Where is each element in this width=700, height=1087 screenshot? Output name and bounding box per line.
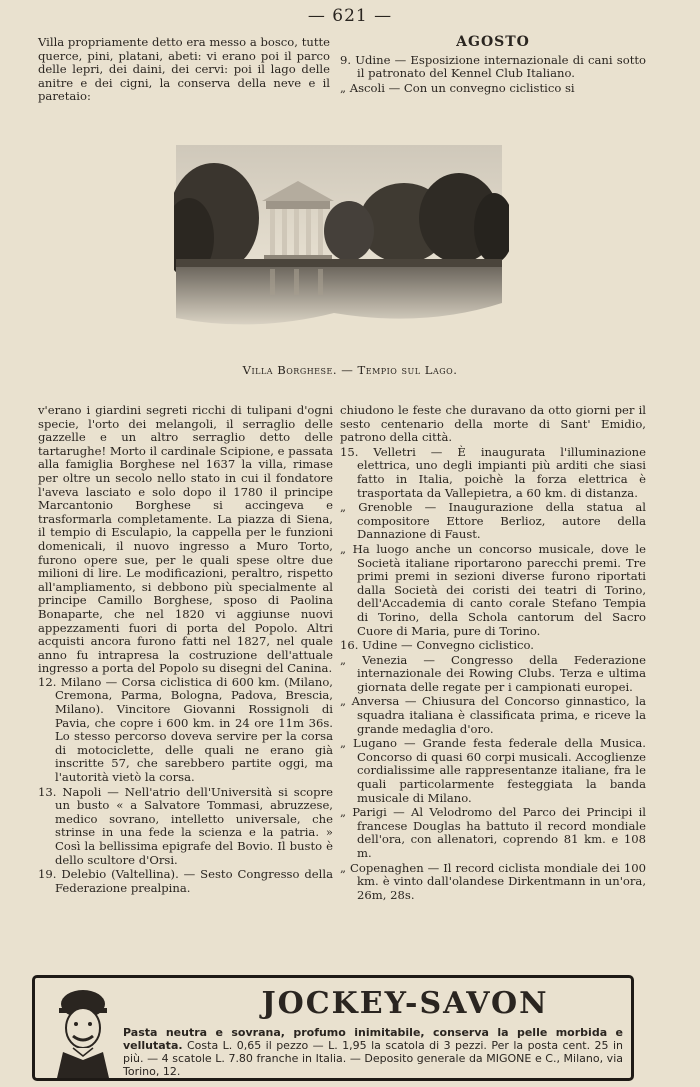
villa-borghese-photo <box>174 143 509 338</box>
bottom-left-column <box>38 404 333 896</box>
bottom-right-column <box>340 404 646 903</box>
calendar-entry: „ Venezia — Congresso della Federazione internazionale dei Rowing Clubs. Terza e ultima giornata delle regate per i campionati europei. <box>340 652 646 694</box>
calendar-entry: 19. Delebio (Valtellina). — Sesto Congresso della Federazione prealpina. <box>38 867 333 895</box>
month-heading: AGOSTO <box>456 34 530 50</box>
jockey-portrait-icon <box>43 982 123 1078</box>
calendar-entry: „ Lugano — Grande festa federale della Musica. Concorso di quasi 60 corpi musicali. Accoglienze cordialissime alle rappresentanze italiane, fra le quali particolarmente festeggiata la banda musicale di Milano. <box>340 736 646 805</box>
calendar-entry: 13. Napoli — Nell'atrio dell'Università si scopre un busto « a Salvatore Tommasi, abruzzese, medico sovrano, intelletto universale, che strinse in una fede la scienza e la patria. » Così la bellissima epigrafe del Bovio. Il busto è dello scultore d'Orsi. <box>38 784 333 867</box>
page-number: — 621 — <box>307 6 393 26</box>
top-left-column <box>38 36 330 104</box>
calendar-entry: 16. Udine — Convegno ciclistico. <box>340 638 534 653</box>
history-paragraph: v'erano i giardini segreti ricchi di tulipani d'ogni specie, l'orto dei melangoli, il serraglio delle gazzelle e un altro serraglio detto delle tartarughe! Morto il cardinale Scipione, e passata alla famiglia Borghese nel 1637 la villa, rimase per oltre un secolo nello stato in cui il fondatore l'aveva lasciato e solo dopo il 1780 il principe Marcantonio Borghese si accingeva e trasformarla completamente. La piazza di Siena, il tempio di Esculapio, la cappella per le funzioni domenicali, il nuovo ingresso a Muro Torto, furono opere sue, per le quali spese oltre due milioni di lire. Le modificazioni, peraltro, rispetto all'ampliamento, si debbono più specialmente al principe Camillo Borghese, sposo di Paolina Bonaparte, che nel 1820 vi aggiunse nuovi appezzamenti fuori di porta del Popolo. Altri acquisti ancora furono fatti nel 1827, nel quale anno fu intrapresa la costruzione dell'attuale ingresso a porta del Popolo su disegni del Canina. <box>38 403 333 676</box>
continued-paragraph: Villa propriamente detto era messo a bosco, tutte querce, pini, platani, abeti: vi erano poi il parco delle lepri, dei daini, dei cervi: poi il lago delle anitre e dei cigni, la conserva della neve e il paretaio: <box>38 35 330 104</box>
advert-text <box>123 1026 623 1078</box>
calendar-entry: „ Grenoble — Inaugurazione della statua al compositore Ettore Berlioz, autore della Dannazione di Faust. <box>340 500 646 542</box>
temple-lake-illustration <box>174 143 509 338</box>
calendar-entry: 9. Udine — Esposizione internazionale di cani sotto il patronato del Kennel Club Italiano. <box>340 52 646 81</box>
calendar-entry: „ Ha luogo anche un concorso musicale, dove le Società italiane riportarono parecchi premi. Tre primi premi in sezioni diverse furono riportati dalla Società dei coristi dei teatri di Torino, dell'Accademia di canto corale Stefano Tempia di Torino, della Schola cantorum del Sacro Cuore di Maria, pure di Torino. <box>340 541 646 638</box>
advert-slogan: Pasta neutra e sovrana, profumo inimitabile, conserva la pelle morbida e vellutata. <box>123 1026 623 1052</box>
brand-name: JOCKEY-SAVON <box>261 986 549 1021</box>
calendar-entry: „ Copenaghen — Il record ciclista mondiale dei 100 km. è vinto dall'olandese Dirkentmann in un'ora, 26m, 28s. <box>340 860 646 902</box>
calendar-entry: „ Anversa — Chiusura del Concorso ginnastico, la squadra italiana è classificata prima, e riceve la grande medaglia d'oro. <box>340 694 646 736</box>
top-right-column <box>340 36 646 96</box>
calendar-entry: „ Parigi — Al Velodromo del Parco dei Principi il francese Douglas ha battuto il record mondiale dell'ora, con allenatori, coprendo 81 km. e 108 m. <box>340 805 646 860</box>
soap-advertisement <box>32 975 634 1081</box>
calendar-entry: „ Ascoli — Con un convegno ciclistico si <box>340 80 575 95</box>
figure-caption: Villa Borghese. — Tempio sul Lago. <box>242 363 458 377</box>
calendar-entry: 12. Milano — Corsa ciclistica di 600 km. (Milano, Cremona, Parma, Bologna, Padova, Brescia, Milano). Vincitore Giovanni Rossignoli di Pavia, che copre i 600 km. in 24 ore 11m 36s. Lo stesso percorso doveva servire per la corsa di motociclette, delle quali ne erano già inscritte 57, che sarebbero partite oggi, ma l'autorità vietò la corsa. <box>38 674 333 785</box>
calendar-entry: chiudono le feste che duravano da otto giorni per il sesto centenario della morte di Sant' Emidio, patrono della città. <box>340 403 646 445</box>
advert-prices: Costa L. 0,65 il pezzo — L. 1,95 la scatola di 3 pezzi. Per la posta cent. 25 in più. — 4 scatole L. 7.80 franche in Italia. — Deposito generale da MIGONE e C., Milano, via Torino, 12. <box>123 1039 624 1078</box>
calendar-entry: 15. Velletri — È inaugurata l'illuminazione elettrica, uno degli impianti più arditi che siasi fatto in Italia, poichè la forza elettrica è trasportata da Vallepietra, a 60 km. di distanza. <box>340 444 646 500</box>
